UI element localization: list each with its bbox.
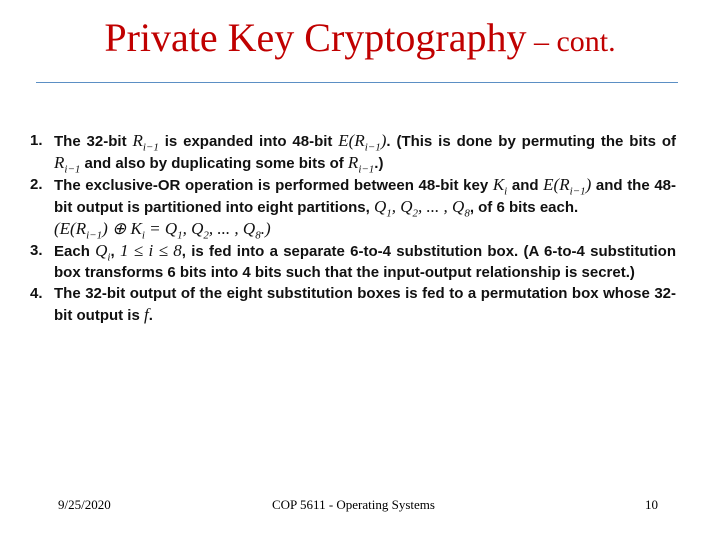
step-text (54, 130, 676, 174)
text: The 32-bit (54, 133, 133, 150)
step-number: 3. (30, 242, 43, 259)
step-2 (30, 174, 676, 240)
step-4 (30, 283, 676, 326)
text: .) (374, 155, 384, 172)
math: $R_{i-1}$ (347, 153, 375, 176)
step-1 (30, 130, 676, 174)
slide-title (0, 14, 720, 61)
text: . (This is done by permuting the bits of (386, 133, 676, 150)
slide-title-main: Private Key Cryptography (104, 15, 527, 60)
text: and the 48-bit output is partitioned into eight partitions, (54, 177, 676, 216)
math: $E(R_{i-1})$ (543, 175, 592, 198)
text: , (110, 243, 120, 260)
math: $R_{i-1}$ (132, 131, 159, 154)
text: The exclusive-OR operation is performed between 48-bit key (54, 177, 493, 194)
math: $E(R_{i-1})$ (338, 131, 387, 154)
step-number: 2. (30, 176, 43, 193)
text: , is fed into a separate 6-to-4 substitution box. (A 6-to-4 substitution box transforms 6 bits into 4 bits such that the input-output relationship is secret.) (54, 243, 676, 281)
slide-title-sub: – cont. (526, 25, 616, 58)
math: $Q_i$ (95, 241, 111, 264)
title-divider (36, 82, 678, 83)
text: is expanded into 48-bit (158, 133, 339, 150)
footer-page-number: 10 (645, 497, 658, 512)
text: The 32-bit output of the eight substitution boxes is fed to a permutation box whose 32-bit output is (54, 285, 676, 324)
footer-course: COP 5611 - Operating Systems (272, 497, 435, 512)
text: and also by duplicating some bits of (80, 155, 348, 172)
math: $R_{i-1}$ (54, 153, 81, 176)
math: f (143, 305, 149, 324)
math: $Q_1$, $Q_2$, ... , $Q_8$ (373, 197, 470, 220)
math: $K_i$ (492, 175, 508, 198)
step-3 (30, 240, 676, 283)
text: Each (54, 243, 96, 260)
text: and (507, 177, 544, 194)
step-text (54, 283, 676, 326)
step-text (54, 240, 676, 283)
steps-list (30, 130, 676, 326)
step-number: 1. (30, 132, 43, 149)
text: . (148, 307, 153, 324)
step-number: 4. (30, 285, 43, 302)
math: 1 ≤ i ≤ 8 (119, 241, 182, 260)
step-text (54, 174, 676, 240)
footer-date: 9/25/2020 (58, 497, 111, 512)
equation: ($E(R_{i-1})$ ⊕ $K_i = Q_1$, $Q_2$, ... , $Q_8$.) (54, 219, 271, 242)
text: , of 6 bits each. (469, 199, 579, 216)
